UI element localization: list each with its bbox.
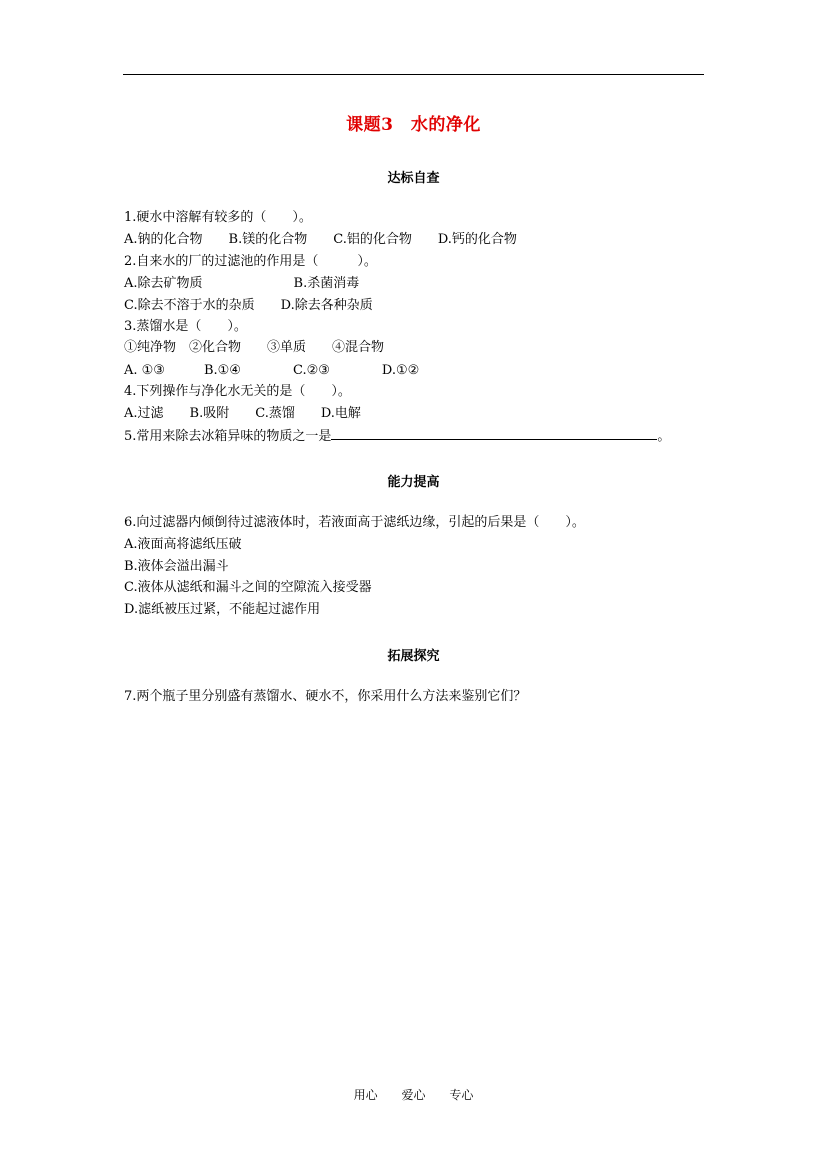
question-1-stem: 1.硬水中溶解有较多的（ ）。: [124, 210, 312, 225]
question-4-options: A.过滤 B.吸附 C.蒸馏 D.电解: [124, 406, 361, 421]
question-2-options-row1: A.除去矿物质 B.杀菌消毒: [124, 276, 360, 291]
question-6-option-c: C.液体从滤纸和漏斗之间的空隙流入接受器: [124, 580, 372, 595]
question-6-option-b: B.液体会溢出漏斗: [124, 559, 229, 574]
question-6-stem: 6.向过滤器内倾倒待过滤液体时，若液面高于滤纸边缘，引起的后果是（ ）。: [124, 515, 585, 530]
footer-item-3: 专心: [449, 1088, 474, 1102]
question-2-stem: 2.自来水的厂的过滤池的作用是（ ）。: [124, 254, 377, 269]
footer-item-1: 用心: [353, 1088, 378, 1102]
question-2-options-row2: C.除去不溶于水的杂质 D.除去各种杂质: [124, 298, 373, 313]
question-1-options: A.钠的化合物 B.镁的化合物 C.铝的化合物 D.钙的化合物: [124, 232, 517, 247]
question-5-prefix: 5.常用来除去冰箱异味的物质之一是: [124, 429, 332, 444]
question-6-option-a: A.液面高将滤纸压破: [124, 537, 242, 552]
section-heading-ability: 能力提高: [387, 475, 440, 490]
question-4-stem: 4.下列操作与净化水无关的是（ ）。: [124, 384, 351, 399]
footer: [0, 1086, 827, 1103]
question-3-options: A. ①③ B.①④ C.②③ D.①②: [124, 363, 420, 378]
question-6-option-d: D.滤纸被压过紧，不能起过滤作用: [124, 602, 321, 617]
section-heading-self-check: 达标自查: [387, 171, 440, 186]
question-3-stem: 3.蒸馏水是（ ）。: [124, 319, 247, 334]
page-title: 课题3 水的净化: [346, 115, 481, 135]
question-7-stem: 7.两个瓶子里分别盛有蒸馏水、硬水不，你采用什么方法来鉴别它们？: [124, 689, 527, 704]
footer-item-2: 爱心: [401, 1088, 426, 1102]
header-rule: [123, 74, 704, 75]
question-5-stem: [124, 427, 670, 446]
answer-blank: [331, 427, 657, 440]
question-3-items: ①纯净物 ②化合物 ③单质 ④混合物: [124, 340, 385, 355]
section-heading-extension: 拓展探究: [387, 649, 440, 664]
question-5-suffix: 。: [657, 429, 671, 444]
